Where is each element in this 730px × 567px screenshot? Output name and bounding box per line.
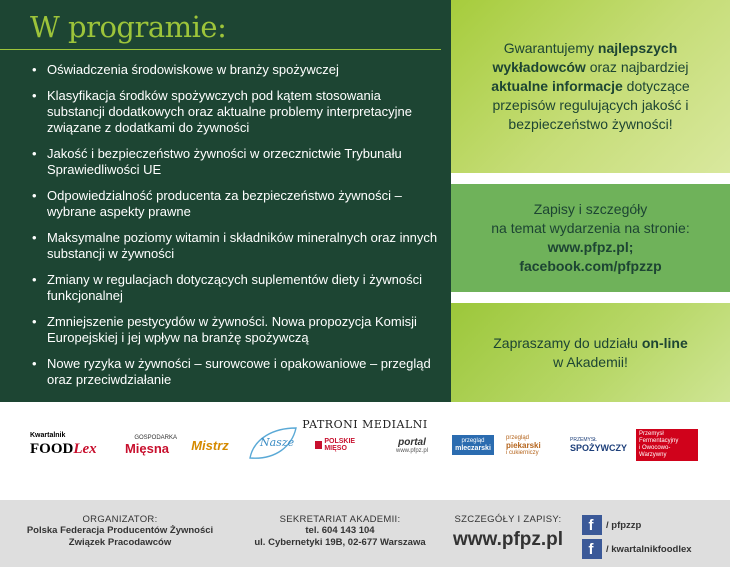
list-item: • Maksymalne poziomy witamin i składników mineralnych oraz innych substancji w żywności [32,230,438,261]
flag-icon [315,441,322,449]
bullet-icon: • [32,188,37,203]
list-item: • Zmiany w regulacjach dotyczących suplementów diety i żywności funkcjonalnej [32,272,422,303]
guarantee-box: Gwarantujemy najlepszych wykładowców oraz najbardziej aktualne informacje dotyczące przepisów regulujących jakość i bezpieczeństwo żywności! [451,0,730,173]
program-list [30,62,440,398]
list-item: • Klasyfikacja środków spożywczych pod kątem stosowania substancji dodatkowych oraz aktualne problemy interpretacyjne związane z dodatkami do żywności [32,88,412,135]
list-item: • Zmniejszenie pestycydów w żywności. Nowa propozycja Komisji Europejskiej i jej wpływ na branżę spożywczą [32,314,417,345]
foodlex-logo: Kwartalnik FOODLex [30,432,97,457]
program-title: W programie: [30,10,227,44]
online-box: Zapraszamy do udziału on-line w Akademii! [451,303,730,402]
przeglad-mleczarski-logo: przegląd mleczarski [449,430,497,460]
list-item: • Oświadczenia środowiskowe w branży spożywczej [32,62,339,77]
bullet-icon: • [32,62,37,77]
bullet-icon: • [32,356,37,371]
przemysl-spozywczy-logo: PRZEMYSŁ SPOŻYWCZY [570,437,628,453]
bullet-icon: • [32,146,37,161]
gospodarka-miesna-logo: GOSPODARKA Mięsna [124,434,177,456]
website-link[interactable]: www.pfpz.pl [452,529,564,550]
facebook-icon: f [582,539,602,559]
list-item: • Jakość i bezpieczeństwo żywności w orzecznictwie Trybunału Sprawiedliwości UE [32,146,402,177]
facebook-link-foodlex[interactable]: f / kwartalnikfoodlex [582,539,692,559]
title-divider [0,49,441,50]
info-panel [451,0,730,402]
list-item: • Odpowiedzialność producenta za bezpieczeństwo żywności – wybrane aspekty prawne [32,188,402,219]
portal-logo: portal www.pfpz.pl [395,436,428,454]
details-block: SZCZEGÓŁY I ZAPISY: www.pfpz.pl [448,514,568,551]
polskie-mieso-logo: POLSKIE MIĘSO [315,430,375,460]
signup-facebook-link[interactable]: facebook.com/pfpzzp [519,258,662,274]
bullet-icon: • [32,272,37,287]
footer [0,500,730,567]
facebook-icon: f [582,515,602,535]
facebook-link-pfpzzp[interactable]: f / pfpzzp [582,515,641,535]
media-patrons [0,402,730,500]
organizer-block: ORGANIZATOR: Polska Federacja Producentów Żywności Związek Pracodawców [26,514,214,548]
nasze-logo: Nasze [244,424,302,464]
mistrz-logo: Mistrz [191,437,229,453]
list-item: • Nowe ryzyka w żywności – surowcowe i opakowaniowe – przegląd oraz przeciwdziałanie [32,356,431,387]
secretariat-block: SEKRETARIAT AKADEMII: tel. 604 143 104 ul. Cybernetyki 19B, 02-677 Warszawa [254,514,426,548]
przemysl-fermentacyjny-logo: Przemysł Fermentacyjny i Owocowo-Warzywny [636,428,698,462]
signup-website-link[interactable]: www.pfpz.pl; [547,239,634,255]
bullet-icon: • [32,88,37,103]
patrons-title: PATRONI MEDIALNI [302,418,428,431]
bullet-icon: • [32,314,37,329]
program-panel [0,0,451,402]
signup-box: Zapisy i szczegóły na temat wydarzenia na stronie: www.pfpz.pl; facebook.com/pfpzzp [451,184,730,292]
bullet-icon: • [32,230,37,245]
przeglad-piekarski-logo: przegląd piekarski i cukierniczy [506,434,541,456]
